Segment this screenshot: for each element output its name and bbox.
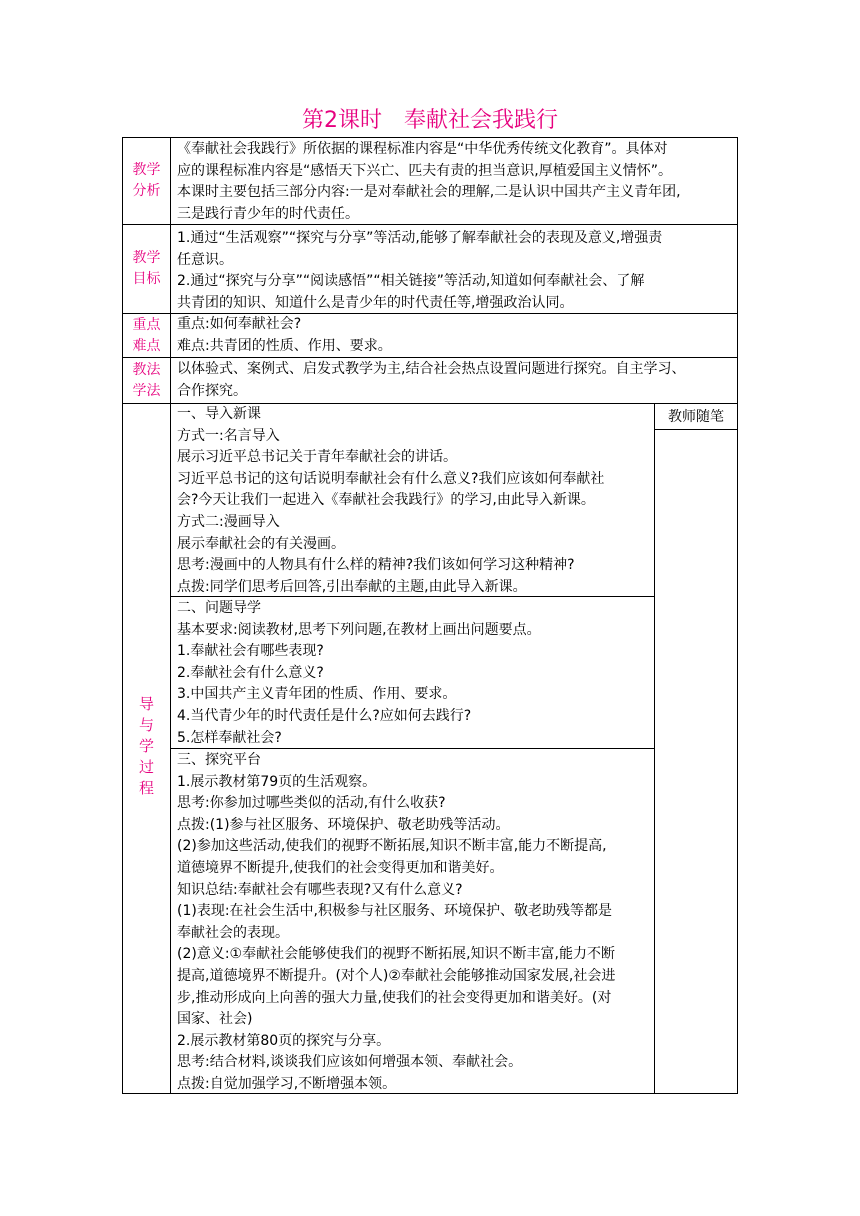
- row-content: 1.通过“生活观察”“探究与分享”等活动,能够了解奉献社会的表现及意义,增强责 任意识。 2.通过“探究与分享”“阅读感悟”“相关链接”等活动,知道如何奉献社会、了解 共青团的知识、知道什么是青少年的时代责任等,增强政治认同。: [177, 230, 663, 311]
- row-label: 教法学法: [123, 358, 171, 403]
- lesson-plan-table: [122, 137, 738, 1094]
- title-lesson-number: 2: [323, 108, 338, 133]
- section-exploration: 三、探究平台 1.展示教材第79页的生活观察。 思考:你参加过哪些类似的活动,有什么收获? 点拨:(1)参与社区服务、环境保护、敬老助残等活动。 (2)参加这些活动,使我们的视野不断拓展,知识不断丰富,能力不断提高, 道德境界不断提升,使我们的社会变得更加和谐美好。 知识总结:奉献社会有哪些表现?又有什么意义? (1)表现:在社会生活中,积极参与社区服务、环境保护、敬老助残等都是 奉献社会的表现。 (2)意义:①奉献社会能够使我们的视野不断拓展,知识不断丰富,能力不断 提高,道德境界不断提升。(对个人)②奉献社会能够推动国家发展,社会进 步,推动形成向上向善的强大力量,使我们的社会变得更加和谐美好。(对 国家、社会) 2.展示教材第80页的探究与分享。 思考:结合材料,谈谈我们应该如何增强本领、奉献社会。 点拨:自觉加强学习,不断增强本领。: [171, 749, 655, 1093]
- title-prefix: 第: [301, 108, 324, 133]
- teacher-notes-header: 教师随笔: [655, 404, 737, 430]
- title-main: 奉献社会我践行: [404, 108, 559, 133]
- section-guided-questions: 二、问题导学 基本要求:阅读教材,思考下列问题,在教材上画出问题要点。 1.奉献社会有哪些表现? 2.奉献社会有什么意义? 3.中国共产主义青年团的性质、作用、要求。 4.当代青少年的时代责任是什么?应如何去践行? 5.怎样奉献社会?: [171, 597, 655, 749]
- process-label: 导与学过程: [123, 404, 171, 1093]
- row-teaching-methods: [123, 358, 737, 404]
- title-suffix: 课时: [337, 108, 382, 133]
- page-title: [0, 106, 860, 136]
- row-label: 教学目标: [123, 225, 171, 313]
- row-content: 重点:如何奉献社会? 难点:共青团的性质、作用、要求。: [177, 316, 392, 354]
- row-label: 重点难点: [123, 314, 171, 357]
- section-intro: 一、导入新课 方式一:名言导入 展示习近平总书记关于青年奉献社会的讲话。 习近平总书记的这句话说明奉献社会有什么意义?我们应该如何奉献社 会?今天让我们一起进入《奉献社会我践行》的学习,由此导入新课。 方式二:漫画导入 展示奉献社会的有关漫画。 思考:漫画中的人物具有什么样的精神?我们该如何学习这种精神? 点拨:同学们思考后回答,引出奉献的主题,由此导入新课。: [171, 404, 655, 597]
- row-process: [123, 404, 737, 1093]
- row-teaching-analysis: [123, 138, 737, 225]
- row-key-difficult: [123, 314, 737, 358]
- row-teaching-goals: [123, 225, 737, 314]
- row-label: 教学分析: [123, 138, 171, 224]
- row-content: 以体验式、案例式、启发式教学为主,结合社会热点设置问题进行探究。自主学习、 合作探究。: [177, 361, 686, 399]
- row-content: 《奉献社会我践行》所依据的课程标准内容是“中华优秀传统文化教育”。具体对 应的课程标准内容是“感悟天下兴亡、匹夫有责的担当意识,厚植爱国主义情怀”。 本课时主要包括三部分内容:一是对奉献社会的理解,二是认识中国共产主义青年团, 三是践行青少年的时代责任。: [177, 141, 681, 222]
